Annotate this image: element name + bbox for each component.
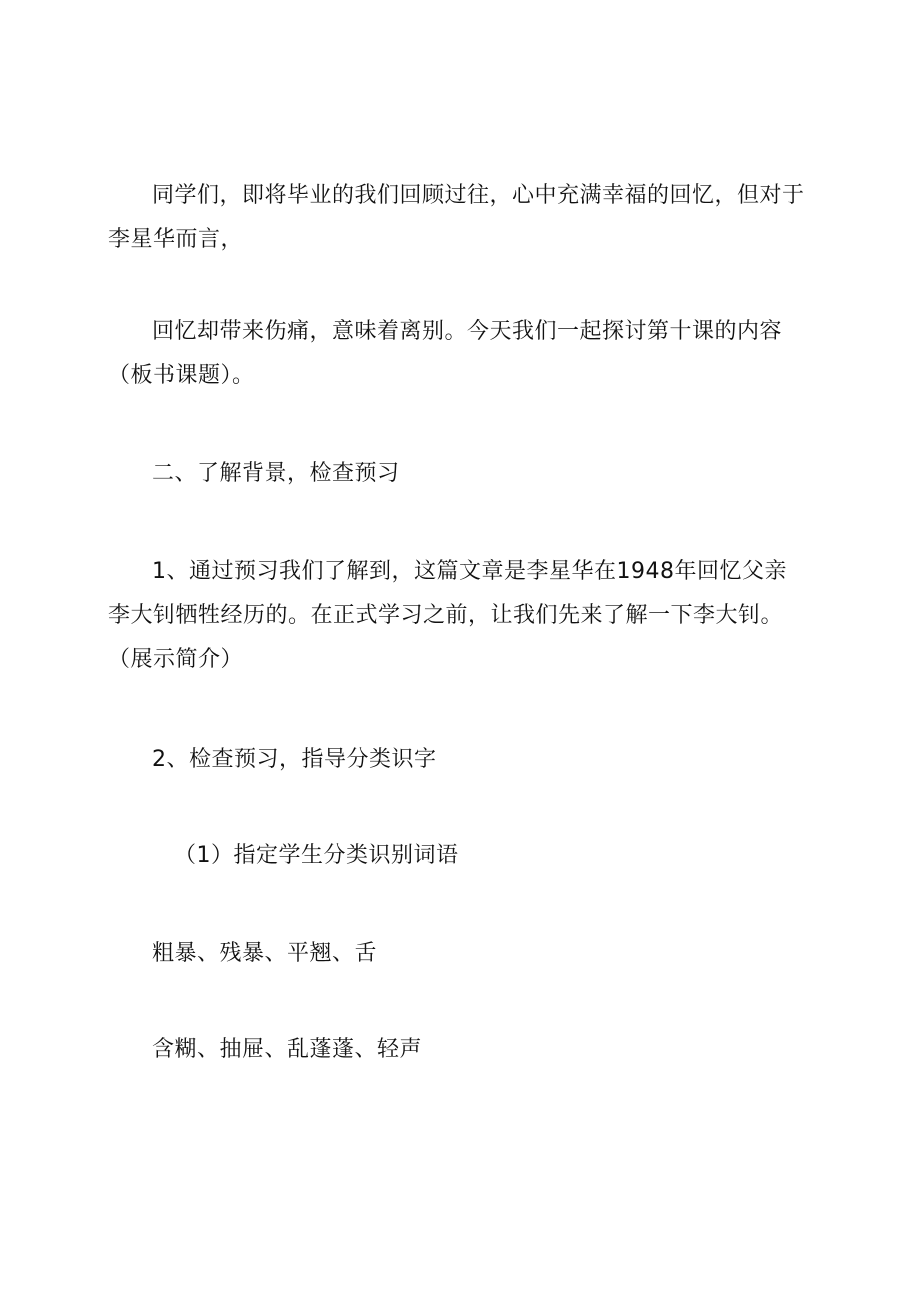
subheading-word-recognition: （1）指定学生分类识别词语 (174, 843, 459, 868)
word-list-2: 含糊、抽屉、乱蓬蓬、轻声 (152, 1037, 423, 1062)
paragraph-preview-background: 1、通过预习我们了解到，这篇文章是李星华在1948年回忆父亲李大钊牺牲经历的。在正式学习之前，让我们先来了解一下李大钊。（展示简介） (108, 559, 787, 672)
section-heading-background: 二、了解背景，检查预习 (152, 461, 400, 486)
subheading-check-preview: 2、检查预习，指导分类识字 (152, 747, 437, 772)
paragraph-lesson-topic: 回忆却带来伤痛，意味着离别。今天我们一起探讨第十课的内容（板书课题）。 (108, 319, 783, 388)
word-list-1: 粗暴、残暴、平翘、舌 (152, 941, 378, 966)
paragraph-intro: 同学们，即将毕业的我们回顾过往，心中充满幸福的回忆，但对于李星华而言， (108, 183, 805, 252)
